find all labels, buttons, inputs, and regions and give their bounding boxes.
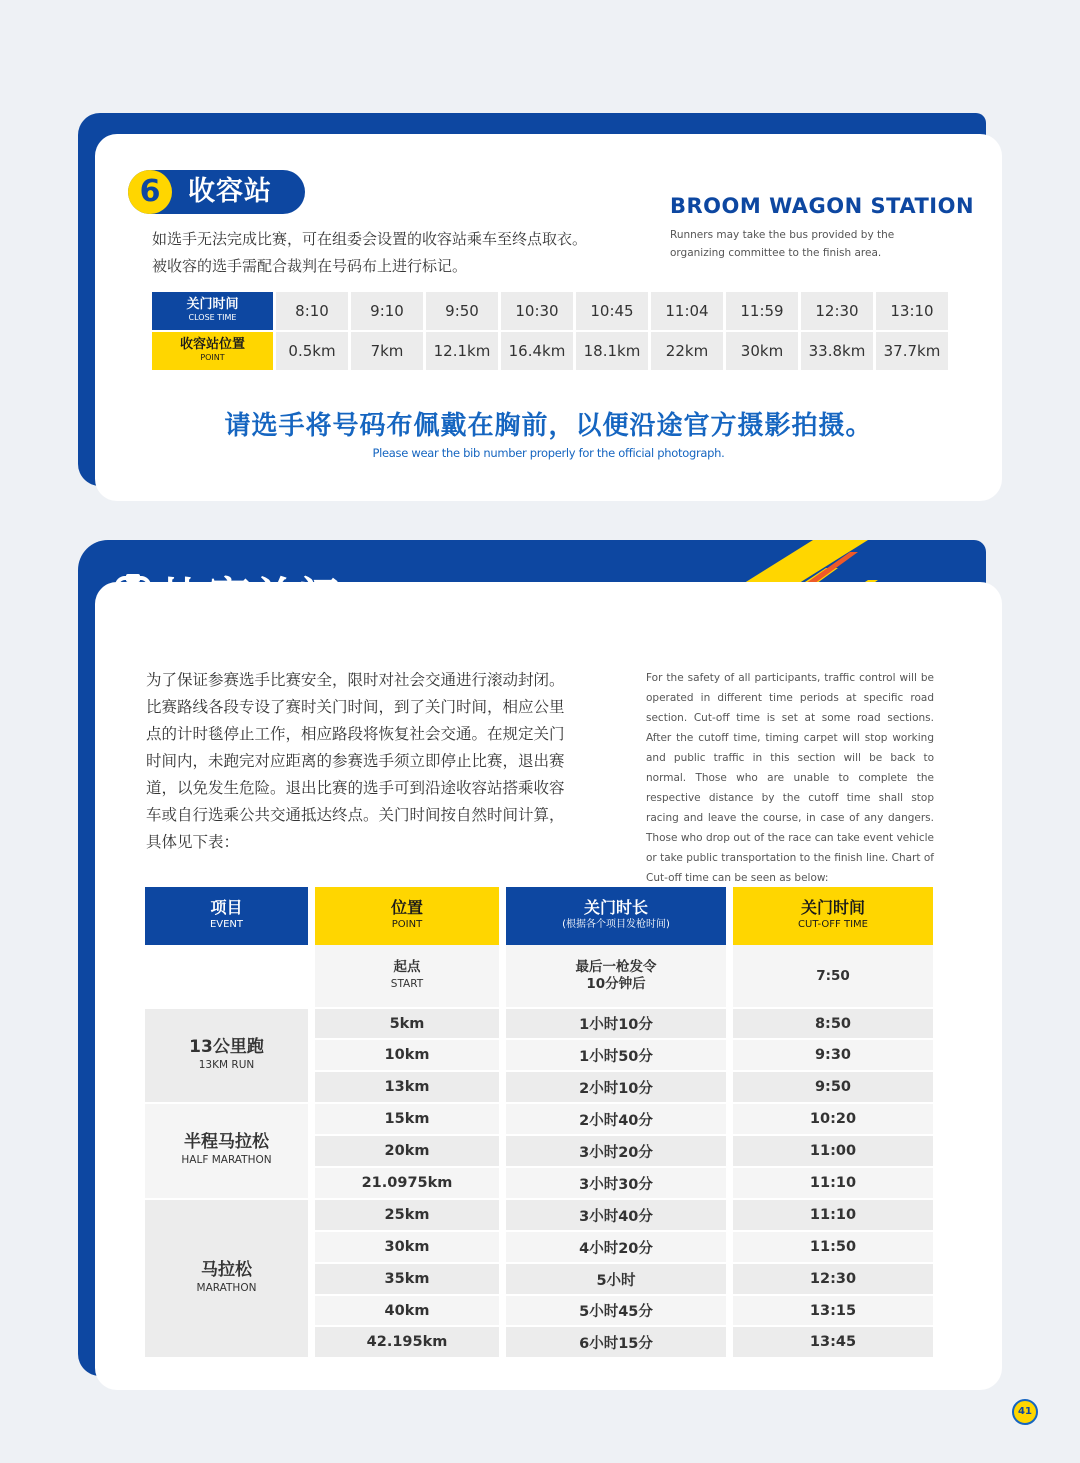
event-name-en: 13KM RUN [198, 1058, 255, 1071]
start-event-cell [145, 945, 308, 1009]
cutoff-table [138, 887, 940, 1359]
event-header [145, 887, 308, 945]
event-name-cn: 13公里跑 [189, 1036, 264, 1057]
point-cell: 20km [315, 1136, 499, 1168]
bib-slogan-en: Please wear the bib number properly for the official photograph. [372, 446, 725, 460]
duration-header [506, 887, 726, 945]
start-time-cell: 7:50 [733, 945, 933, 1009]
broom-desc-cn-line1: 如选手无法完成比赛，可在组委会设置的收容站乘车至终点取衣。 [152, 230, 588, 248]
cutoff-time-header [733, 887, 933, 945]
table-row [145, 1104, 933, 1136]
event-name-en: HALF MARATHON [181, 1154, 272, 1166]
bib-slogan-cn: 请选手将号码布佩戴在胸前，以便沿途官方摄影拍摄。 [224, 411, 873, 441]
duration-header-cn: 关门时长 [583, 898, 648, 917]
close-time-row [152, 292, 948, 332]
station-point-label-cn: 收容站位置 [179, 337, 245, 352]
point-cell: 15km [315, 1104, 499, 1136]
close-time-cell: 8:10 [276, 292, 348, 332]
start-row [145, 945, 933, 1009]
duration-cell: 2小时40分 [506, 1104, 726, 1136]
event-name-cn: 马拉松 [201, 1259, 252, 1280]
cutoff-time-header-cn: 关门时间 [800, 898, 865, 917]
point-cell: 13km [315, 1072, 499, 1104]
point-cell: 30km [315, 1232, 499, 1264]
duration-cell: 6小时15分 [506, 1327, 726, 1359]
event-cell-half-marathon [145, 1104, 308, 1200]
point-cell: 21.0975km [315, 1168, 499, 1200]
station-point-cell: 16.4km [501, 332, 573, 370]
station-point-cell: 37.7km [876, 332, 948, 370]
broom-title-en: BROOM WAGON STATION [670, 194, 975, 218]
station-point-cell: 18.1km [576, 332, 648, 370]
close-time-cell: 12:30 [801, 292, 873, 332]
duration-cell: 5小时 [506, 1264, 726, 1296]
point-cell: 5km [315, 1009, 499, 1040]
station-point-cell: 12.1km [426, 332, 498, 370]
point-cell: 10km [315, 1040, 499, 1072]
broom-desc-cn-line2: 被收容的选手需配合裁判在号码布上进行标记。 [152, 257, 468, 275]
close-time-label-cn: 关门时间 [186, 297, 239, 312]
cutoff-title-en: RACE CUT-OFF TIME [378, 582, 620, 606]
cutoff-time-header-en: CUT-OFF TIME [798, 919, 868, 930]
station-point-cell: 33.8km [801, 332, 873, 370]
start-duration-line1: 最后一枪发令 [575, 959, 657, 975]
point-cell: 35km [315, 1264, 499, 1296]
section-number: 6 [128, 170, 172, 214]
time-cell: 13:15 [733, 1296, 933, 1327]
duration-cell: 1小时50分 [506, 1040, 726, 1072]
station-point-cell: 30km [726, 332, 798, 370]
broom-wagon-table [149, 292, 951, 370]
broom-title-cn: 收容站 [188, 176, 272, 207]
duration-cell: 1小时10分 [506, 1009, 726, 1040]
station-point-header [152, 332, 273, 370]
event-header-cn: 项目 [210, 898, 243, 917]
start-duration-cell [506, 945, 726, 1009]
time-cell: 8:50 [733, 1009, 933, 1040]
time-cell: 11:10 [733, 1168, 933, 1200]
table-row [145, 1009, 933, 1040]
point-cell: 40km [315, 1296, 499, 1327]
cutoff-paragraph-en: For the safety of all participants, traffic control will be operated in different time periods at specific road section. Cut-off time is set at some road sections. After the cutoff time, timing carpet will stop working and public traffic in this section will be back to normal. Those who are unable to complete the respective distance by the cutoff time shall stop racing and leave the course, in case of any dangers. Those who drop out of the race can take event vehicle or take public transportation to the finish line. Chart of Cut-off time can be seen as below: [646, 672, 934, 884]
duration-cell: 2小时10分 [506, 1072, 726, 1104]
document-list-icon [113, 572, 153, 616]
time-cell: 11:00 [733, 1136, 933, 1168]
time-cell: 13:45 [733, 1327, 933, 1359]
station-point-cell: 22km [651, 332, 723, 370]
point-cell: 42.195km [315, 1327, 499, 1359]
duration-cell: 3小时40分 [506, 1200, 726, 1232]
close-time-cell: 13:10 [876, 292, 948, 332]
cutoff-table-header [145, 887, 933, 945]
event-name-cn: 半程马拉松 [184, 1132, 269, 1152]
duration-cell: 3小时20分 [506, 1136, 726, 1168]
time-cell: 11:50 [733, 1232, 933, 1264]
cutoff-paragraph-cn: 为了保证参赛选手比赛安全，限时对社会交通进行滚动封闭。比赛路线各段专设了赛时关门时间，到了关门时间，相应公里点的计时毯停止工作，相应路段将恢复社会交通。在规定关门时间内，未跑完对应距离的参赛选手须立即停止比赛，退出赛道，以免发生危险。退出比赛的选手可到沿途收容站搭乘收容车或自行选乘公共交通抵达终点。关门时间按自然时间计算，具体见下表： [146, 671, 565, 851]
start-point-cn: 起点 [393, 959, 421, 975]
time-cell: 12:30 [733, 1264, 933, 1296]
close-time-header [152, 292, 273, 332]
close-time-cell: 11:04 [651, 292, 723, 332]
duration-cell: 4小时20分 [506, 1232, 726, 1264]
table-row [145, 1200, 933, 1232]
broom-desc-en: Runners may take the bus provided by the organizing committee to the finish area. [670, 229, 895, 259]
close-time-cell: 10:45 [576, 292, 648, 332]
time-cell: 10:20 [733, 1104, 933, 1136]
time-cell: 11:10 [733, 1200, 933, 1232]
point-header-cn: 位置 [390, 898, 423, 917]
station-point-cell: 0.5km [276, 332, 348, 370]
point-header [315, 887, 499, 945]
close-time-label-en: CLOSE TIME [188, 313, 237, 322]
point-header-en: POINT [391, 919, 423, 930]
event-cell-marathon [145, 1200, 308, 1359]
page-number: 41 [1012, 1399, 1038, 1425]
close-time-cell: 9:50 [426, 292, 498, 332]
station-point-label-en: POINT [200, 353, 225, 362]
point-cell: 25km [315, 1200, 499, 1232]
event-name-en: MARATHON [196, 1281, 257, 1294]
event-cell-13km [145, 1009, 308, 1104]
start-duration-line2: 10分钟后 [586, 976, 646, 992]
time-cell: 9:50 [733, 1072, 933, 1104]
close-time-cell: 9:10 [351, 292, 423, 332]
start-point-cell [315, 945, 499, 1009]
station-point-row [152, 332, 948, 370]
close-time-cell: 11:59 [726, 292, 798, 332]
broom-desc-cn [152, 226, 652, 280]
duration-cell: 3小时30分 [506, 1168, 726, 1200]
time-cell: 9:30 [733, 1040, 933, 1072]
close-time-cell: 10:30 [501, 292, 573, 332]
event-header-en: EVENT [209, 919, 244, 930]
start-point-en: START [390, 978, 424, 990]
duration-cell: 5小时45分 [506, 1296, 726, 1327]
cutoff-title-cn: 比赛关门 [162, 574, 342, 624]
station-point-cell: 7km [351, 332, 423, 370]
duration-header-sub: (根据各个项目发枪时间) [562, 919, 670, 930]
